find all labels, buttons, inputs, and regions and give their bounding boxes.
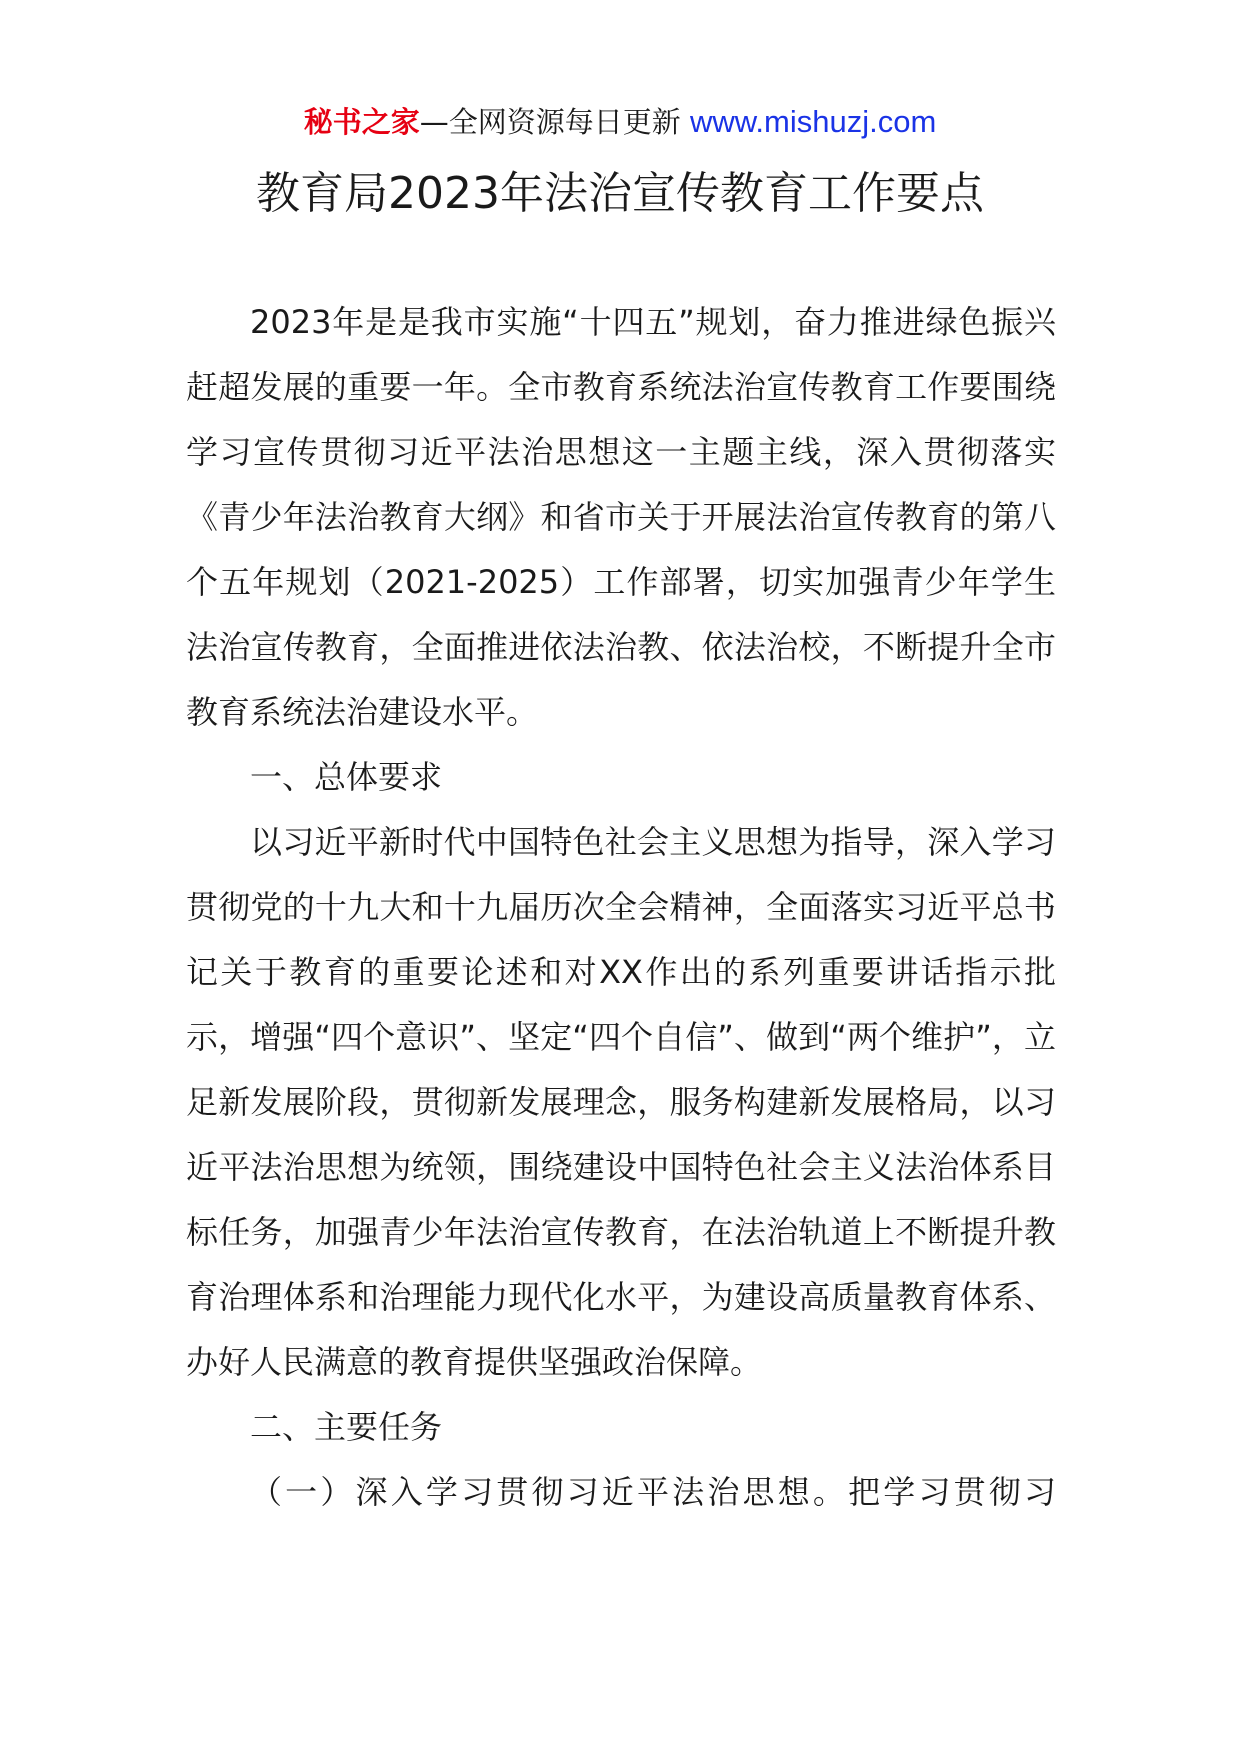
intro-paragraph: 2023年是是我市实施“十四五”规划，奋力推进绿色振兴赶超发展的重要一年。全市教育系统法治宣传教育工作要围绕学习宣传贯彻习近平法治思想这一主题主线，深入贯彻落实《青少年法治教育大纲》和省市关于开展法治宣传教育的第八个五年规划（2021-2025）工作部署，切实加强青少年学生法治宣传教育，全面推进依法治教、依法治校，不断提升全市教育系统法治建设水平。 (186, 303, 1056, 731)
main-task-item-1: （一）深入学习贯彻习近平法治思想。把学习贯彻习 (250, 1473, 1056, 1511)
section-heading-main-tasks: 二、主要任务 (250, 1408, 443, 1446)
general-requirements-paragraph: 以习近平新时代中国特色社会主义思想为指导，深入学习贯彻党的十九大和十九届历次全会精神，全面落实习近平总书记关于教育的重要论述和对XX作出的系列重要讲话指示批示，增强“四个意识”、坚定“四个自信”、做到“两个维护”，立足新发展阶段，贯彻新发展理念，服务构建新发展格局，以习近平法治思想为统领，围绕建设中国特色社会主义法治体系目标任务，加强青少年法治宣传教育，在法治轨道上不断提升教育治理体系和治理能力现代化水平，为建设高质量教育体系、办好人民满意的教育提供坚强政治保障。 (186, 823, 1056, 1381)
document-body (186, 290, 1056, 1525)
header-slogan: —全网资源每日更新 (419, 105, 681, 139)
site-url-link[interactable]: www.mishuzj.com (689, 104, 937, 139)
section-heading-general-requirements: 一、总体要求 (250, 758, 443, 796)
site-header (0, 100, 1240, 144)
document-title: 教育局2023年法治宣传教育工作要点 (256, 168, 984, 219)
brand-name: 秘书之家 (303, 105, 420, 139)
